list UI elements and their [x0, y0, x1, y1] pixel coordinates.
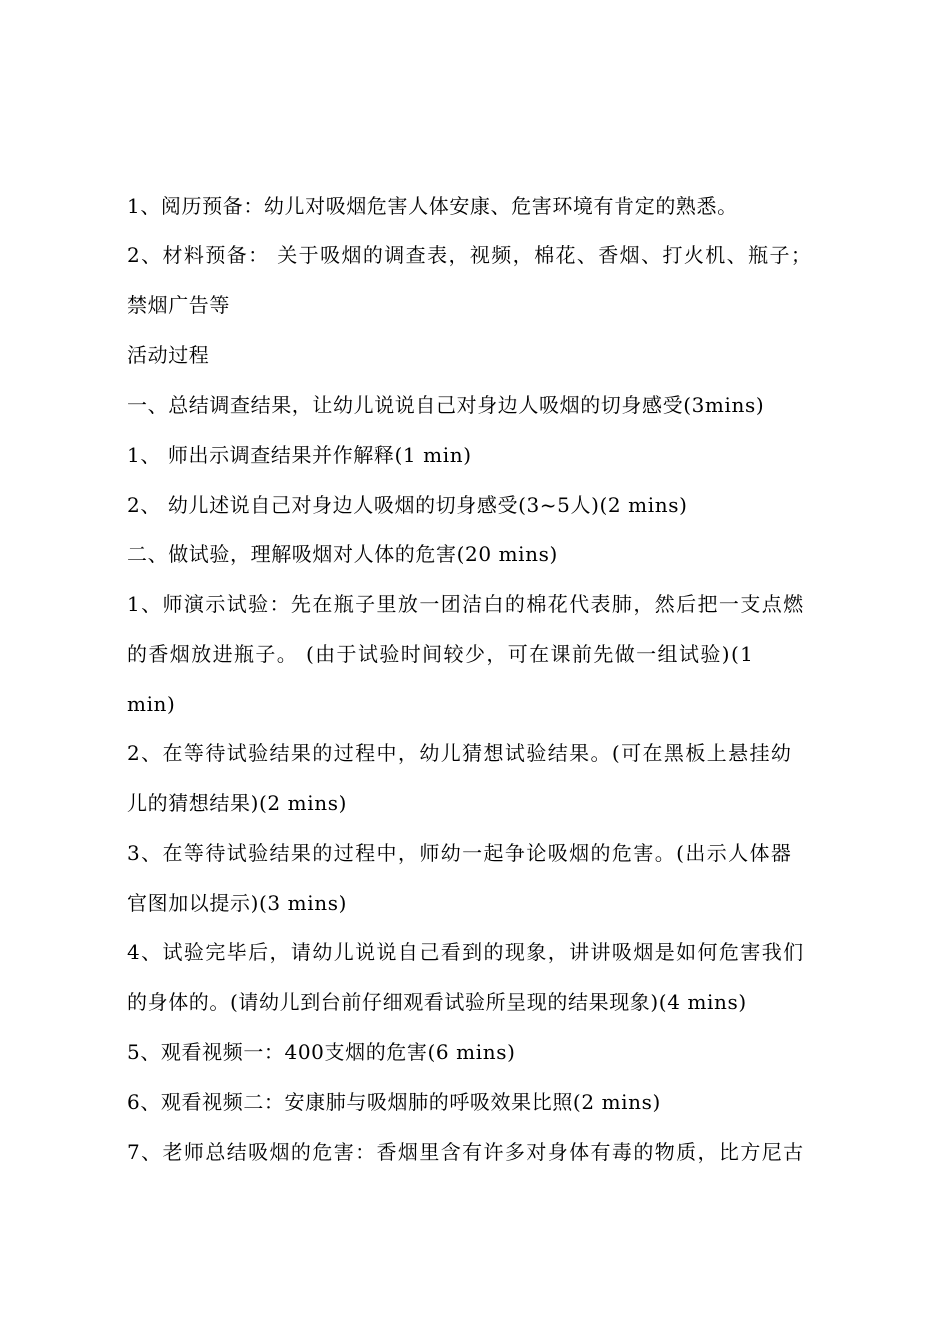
text-line: 5、观看视频一：400支烟的危害(6 mins) — [127, 1040, 516, 1064]
text-line: 2、在等待试验结果的过程中，幼儿猜想试验结果。(可在黑板上悬挂幼 — [127, 741, 793, 765]
text-line: 3、在等待试验结果的过程中，师幼一起争论吸烟的危害。(出示人体器 — [127, 841, 793, 865]
text-line: 1、阅历预备：幼儿对吸烟危害人体安康、危害环境有肯定的熟悉。 — [127, 194, 738, 218]
text-line: 2、 幼儿述说自己对身边人吸烟的切身感受(3~5人)(2 mins) — [127, 493, 688, 517]
text-line: min) — [127, 692, 176, 716]
text-line: 1、 师出示调查结果并作解释(1 min) — [127, 443, 472, 467]
text-line: 1、师演示试验：先在瓶子里放一团洁白的棉花代表肺，然后把一支点燃 — [127, 592, 805, 616]
text-line: 禁烟广告等 — [127, 293, 230, 317]
section-heading: 活动过程 — [127, 343, 210, 367]
text-line: 2、材料预备： 关于吸烟的调查表，视频，棉花、香烟、打火机、瓶子； — [127, 243, 813, 267]
text-line: 的身体的。(请幼儿到台前仔细观看试验所呈现的结果现象)(4 mins) — [127, 990, 747, 1014]
text-line: 的香烟放进瓶子。 (由于试验时间较少，可在课前先做一组试验)(1 — [127, 642, 755, 666]
text-line: 儿的猜想结果)(2 mins) — [127, 791, 347, 815]
text-line: 二、做试验，理解吸烟对人体的危害(20 mins) — [127, 542, 558, 566]
text-line: 6、观看视频二：安康肺与吸烟肺的呼吸效果比照(2 mins) — [127, 1090, 661, 1114]
text-line: 4、试验完毕后，请幼儿说说自己看到的现象，讲讲吸烟是如何危害我们 — [127, 940, 805, 964]
text-line: 7、老师总结吸烟的危害：香烟里含有许多对身体有毒的物质，比方尼古 — [127, 1140, 805, 1164]
text-line: 一、总结调查结果，让幼儿说说自己对身边人吸烟的切身感受(3mins) — [127, 393, 765, 417]
text-line: 官图加以提示)(3 mins) — [127, 891, 347, 915]
